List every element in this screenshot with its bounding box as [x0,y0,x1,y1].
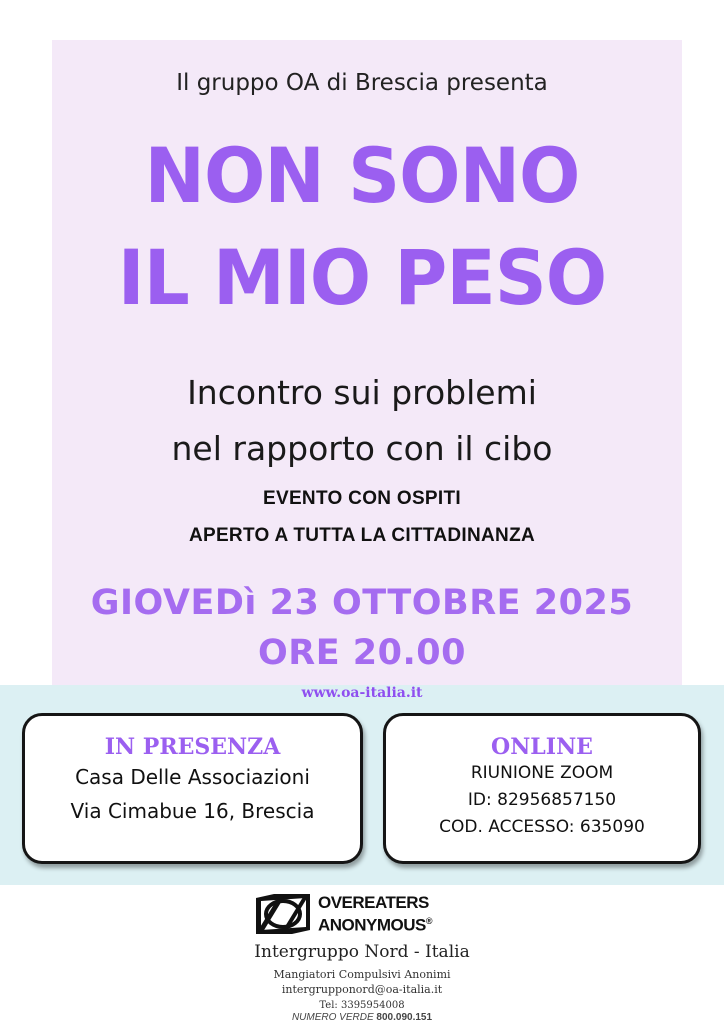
zoom-id: ID: 82956857150 [467,790,617,810]
intro-text: Il gruppo OA di Brescia presenta [176,70,548,96]
hotline-label: NUMERO VERDE [291,1012,374,1023]
subtitle-line-1: Incontro sui problemi [187,373,537,412]
title-line-2: IL MIO PESO [117,233,607,322]
event-date: GIOVEDì 23 OTTOBRE 2025 [90,583,634,623]
event-time: ORE 20.00 [257,633,466,673]
zoom-label: RIUNIONE ZOOM [470,763,614,783]
hotline-number: 800.090.151 [376,1012,433,1023]
online-card [383,713,701,864]
zoom-passcode: COD. ACCESSO: 635090 [439,817,645,837]
org-name: Intergruppo Nord - Italia [254,942,470,962]
org-tagline: Mangiatori Compulsivi Anonimi [273,968,451,981]
oa-logo [254,892,432,936]
oa-logo-wordmark [318,893,432,935]
registered-mark: ® [425,916,433,927]
website-link[interactable]: www.oa-italia.it [301,685,423,701]
in-person-card [22,713,363,864]
event-line-2: APERTO A TUTTA LA CITTADINANZA [188,525,536,546]
subtitle-line-2: nel rapporto con il cibo [171,429,553,468]
in-person-heading: IN PRESENZA [104,734,281,760]
org-phone: Tel: 3395954008 [319,1000,405,1011]
org-email[interactable]: intergrupponord@oa-italia.it [281,983,443,996]
event-line-1: EVENTO CON OSPITI [263,488,461,509]
venue-address: Via Cimabue 16, Brescia [70,799,315,823]
title-line-1: NON SONO [144,131,580,220]
oa-logo-icon [254,892,312,936]
online-heading: ONLINE [491,734,593,760]
logo-line-2: ANONYMOUS [318,915,426,935]
logo-line-1: OVEREATERS [318,893,429,913]
hotline [0,1012,724,1023]
venue-name: Casa Delle Associazioni [75,765,310,789]
